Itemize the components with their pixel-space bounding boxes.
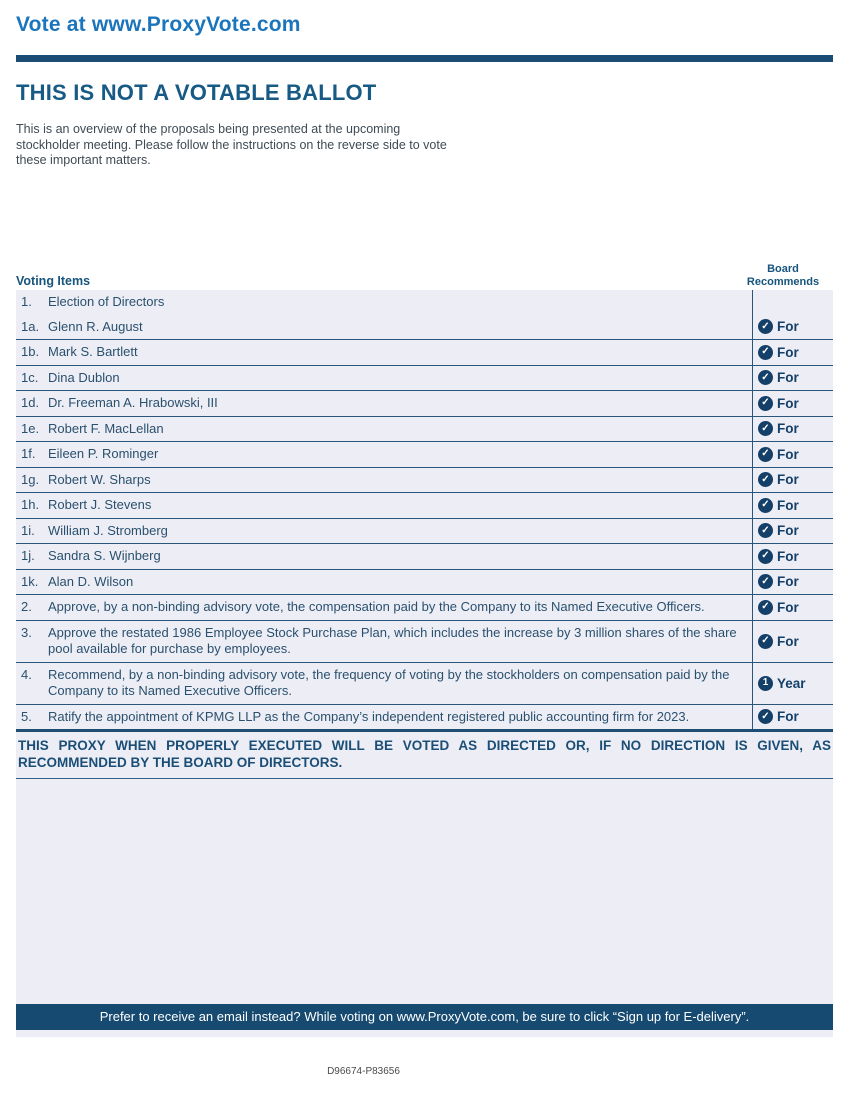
item-text: Robert W. Sharps (48, 471, 151, 487)
board-recommendation (752, 391, 833, 416)
check-circle-icon: ✓ (758, 600, 773, 615)
voting-item (16, 290, 752, 315)
recommendation-label: For (777, 523, 799, 539)
recommendation-label: For (777, 599, 799, 615)
table-row (16, 442, 833, 468)
check-circle-icon: ✓ (758, 472, 773, 487)
item-text: Glenn R. August (48, 318, 143, 334)
board-recommendation (752, 519, 833, 544)
item-text: Election of Directors (48, 294, 165, 309)
item-number: 1b. (21, 344, 40, 359)
voting-item (16, 570, 752, 595)
check-circle-icon: ✓ (758, 345, 773, 360)
check-circle-icon: ✓ (758, 498, 773, 513)
check-circle-icon: ✓ (758, 523, 773, 538)
item-text: Robert F. MacLellan (48, 420, 164, 436)
item-number: 1a. (21, 318, 40, 334)
board-recommendation (752, 570, 833, 595)
table-row (16, 544, 833, 570)
voting-item (16, 391, 752, 416)
item-number: 1i. (21, 522, 35, 538)
voting-items-header: Voting Items (16, 274, 91, 288)
table-row (16, 570, 833, 596)
board-recommendation (752, 544, 833, 569)
item-number: 1. (21, 294, 32, 309)
table-row (16, 663, 833, 705)
voting-item (16, 315, 752, 340)
document-id: D96674-P83656 (327, 1066, 400, 1077)
recommendation-label: For (777, 497, 799, 513)
top-divider-bar (16, 55, 833, 62)
item-text: Approve, by a non-binding advisory vote, the compensation paid by the Company to its Named Executive Officers. (48, 599, 705, 614)
table-row (16, 290, 833, 315)
item-number: 1d. (21, 395, 40, 410)
item-text: Alan D. Wilson (48, 573, 134, 589)
table-row (16, 366, 833, 392)
table-row (16, 391, 833, 417)
board-recommends-line1: Board (767, 263, 799, 275)
voting-table (16, 290, 833, 732)
board-recommendation (752, 493, 833, 518)
recommendation-label: For (777, 319, 799, 335)
table-row (16, 493, 833, 519)
ballot-title: THIS IS NOT A VOTABLE BALLOT (16, 80, 377, 105)
check-circle-icon: ✓ (758, 396, 773, 411)
item-number: 5. (21, 708, 32, 724)
voting-item (16, 621, 752, 662)
recommendation-label: For (777, 633, 799, 649)
item-text: Dr. Freeman A. Hrabowski, III (48, 395, 218, 410)
item-text: Eileen P. Rominger (48, 446, 159, 461)
item-number: 4. (21, 666, 32, 682)
recommendation-label: For (777, 574, 799, 590)
item-text: Dina Dublon (48, 369, 120, 385)
item-number: 2. (21, 599, 32, 614)
item-number: 1k. (21, 573, 39, 589)
ballot-description: This is an overview of the proposals being presented at the upcoming stockholder meeting. Please follow the instructions on the reverse side to vote these important matters. (16, 122, 447, 167)
board-recommendation (752, 442, 833, 467)
item-number: 1h. (21, 497, 40, 512)
voting-item (16, 544, 752, 569)
voting-item (16, 340, 752, 365)
recommendation-label: For (777, 370, 799, 386)
check-circle-icon: ✓ (758, 549, 773, 564)
board-recommends-header (733, 263, 833, 288)
board-recommendation (752, 621, 833, 662)
table-row (16, 621, 833, 663)
recommendation-label: For (777, 421, 799, 437)
item-number: 1g. (21, 471, 40, 487)
item-text: Sandra S. Wijnberg (48, 548, 161, 563)
item-text: William J. Stromberg (48, 522, 168, 538)
board-recommendation (752, 705, 833, 730)
voting-item (16, 519, 752, 544)
check-circle-icon: ✓ (758, 574, 773, 589)
content-spacer (16, 779, 833, 1037)
item-text: Ratify the appointment of KPMG LLP as the Company’s independent registered public accounting firm for 2023. (48, 708, 690, 724)
board-recommendation (752, 468, 833, 493)
item-text: Mark S. Bartlett (48, 344, 138, 359)
table-row (16, 417, 833, 443)
voting-item (16, 705, 752, 730)
table-row (16, 595, 833, 621)
item-number: 1e. (21, 420, 40, 436)
voting-item (16, 417, 752, 442)
board-recommendation (752, 663, 833, 704)
one-circle-icon: 1 (758, 676, 773, 691)
vote-url-heading: Vote at www.ProxyVote.com (16, 13, 301, 36)
voting-item (16, 366, 752, 391)
recommendation-label: For (777, 548, 799, 564)
check-circle-icon: ✓ (758, 634, 773, 649)
board-recommendation (752, 315, 833, 340)
board-recommendation (752, 290, 833, 315)
check-circle-icon: ✓ (758, 447, 773, 462)
table-row (16, 468, 833, 494)
board-recommendation (752, 340, 833, 365)
item-number: 1f. (21, 446, 36, 461)
item-number: 1c. (21, 369, 39, 385)
table-row (16, 315, 833, 341)
table-row (16, 340, 833, 366)
recommendation-label: Year (777, 675, 806, 691)
board-recommends-line2: Recommends (746, 275, 820, 288)
check-circle-icon: ✓ (758, 370, 773, 385)
check-circle-icon: ✓ (758, 319, 773, 334)
voting-item (16, 663, 752, 704)
item-text: Approve the restated 1986 Employee Stock Purchase Plan, which includes the increase by 3 million shares of the share pool available for purchase by employees. (48, 624, 737, 656)
board-recommendation (752, 417, 833, 442)
proxy-statement: THIS PROXY WHEN PROPERLY EXECUTED WILL BE VOTED AS DIRECTED OR, IF NO DIRECTION IS GIVEN, AS RECOMMENDED BY THE BOARD OF DIRECTORS. (16, 732, 833, 779)
board-recommendation (752, 366, 833, 391)
item-text: Robert J. Stevens (48, 497, 152, 512)
voting-item (16, 595, 752, 620)
check-circle-icon: ✓ (758, 709, 773, 724)
board-recommendation (752, 595, 833, 620)
table-column-headers (16, 258, 833, 290)
voting-item (16, 493, 752, 518)
table-row (16, 519, 833, 545)
edelivery-banner: Prefer to receive an email instead? While voting on www.ProxyVote.com, be sure to click “Sign up for E-delivery”. (16, 1004, 833, 1030)
item-text: Recommend, by a non-binding advisory vote, the frequency of voting by the stockholders on compensation paid by the Company to its Named Executive Officers. (48, 666, 730, 698)
voting-item (16, 468, 752, 493)
table-row (16, 705, 833, 730)
item-number: 1j. (21, 548, 35, 563)
recommendation-label: For (777, 344, 799, 360)
voting-table-section (16, 258, 833, 1037)
voting-item (16, 442, 752, 467)
recommendation-label: For (777, 472, 799, 488)
check-circle-icon: ✓ (758, 421, 773, 436)
recommendation-label: For (777, 395, 799, 411)
item-number: 3. (21, 624, 32, 640)
recommendation-label: For (777, 709, 799, 725)
recommendation-label: For (777, 446, 799, 462)
